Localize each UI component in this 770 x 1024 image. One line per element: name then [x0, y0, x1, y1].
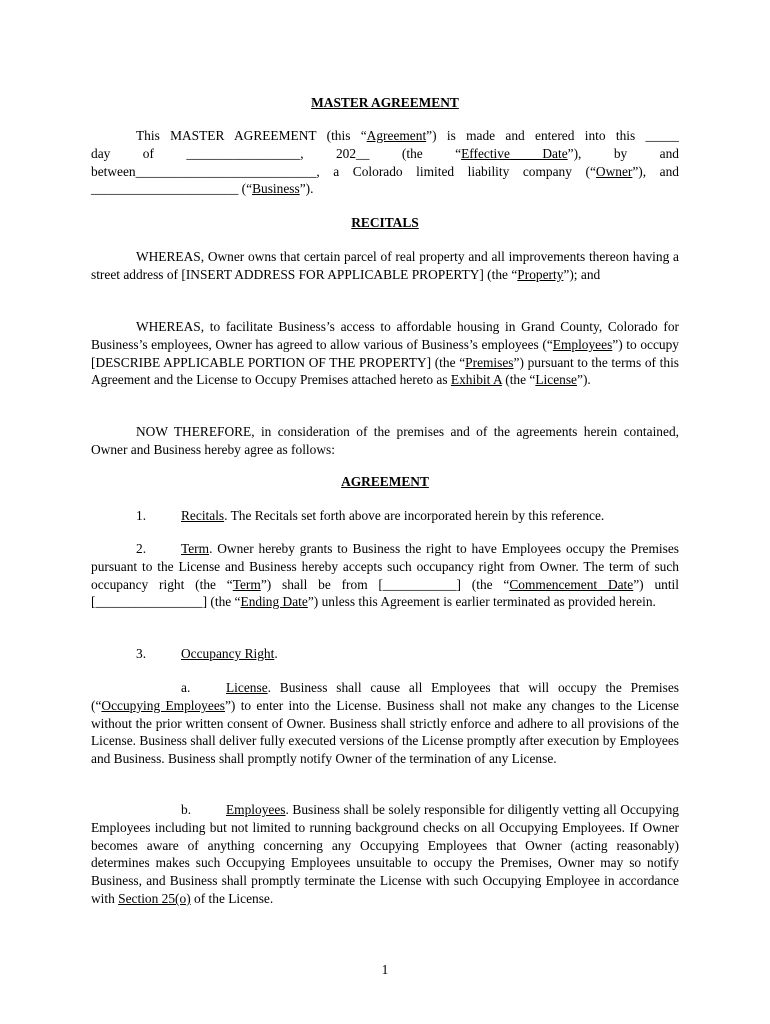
recitals-heading: RECITALS: [351, 215, 419, 230]
section-1-number: 1.: [136, 508, 147, 523]
intro-line-3: between___________________________, a Colorado limited liability company (“Owner”), and: [91, 163, 679, 179]
defined-term-employees: Employees: [552, 336, 613, 352]
section-3-number: 3.: [136, 646, 147, 661]
section-3a: a. License. Business shall cause all Employees that will occupy the Premises (“Occupying Employees”) to enter into the License. Business shall not make any changes to the License without the prior written consent of Owner. Business shall strictly enforce and adhere to all provisions of the License. Business shall deliver fully executed versions of the License promptly after execution by Employees and Business. Business shall promptly notify Owner of the termination of any License.: [91, 680, 680, 767]
section-25o-reference: Section 25(o): [118, 890, 191, 906]
section-1-heading: Recitals: [181, 508, 225, 523]
defined-term-term: Term: [232, 576, 261, 592]
defined-term-agreement: Agreement: [366, 128, 427, 143]
document-title: MASTER AGREEMENT: [311, 95, 459, 110]
defined-term-commencement-date: Commencement Date: [509, 576, 634, 592]
section-1-body: Recitals. The Recitals set forth above are incorporated herein by this reference.: [181, 508, 605, 523]
section-3b-label: b.: [181, 802, 192, 817]
defined-term-effective-date: Effective Date: [461, 145, 568, 161]
section-2-number: 2.: [136, 541, 147, 556]
defined-term-license: License: [535, 372, 577, 388]
exhibit-a-reference: Exhibit A: [450, 372, 502, 388]
defined-term-owner: Owner: [595, 163, 633, 179]
intro-paragraph: [91, 127, 679, 198]
whereas-paragraph-2: WHEREAS, to facilitate Business’s access to affordable housing in Grand County, Colorado for Business’s employees, Owner has agreed to allow various of Business’s employees (“Employees”) to occupy [DESCRIBE APPLICABLE PORTION OF THE PROPERTY] (the “Premises”) pursuant to the terms of this Agreement and the License to Occupy Premises attached hereto as Exhibit A (the “License”).: [91, 319, 679, 388]
defined-term-occupying-employees: Occupying Employees: [101, 697, 225, 713]
defined-term-premises: Premises: [465, 354, 514, 370]
section-3a-heading: License: [226, 680, 268, 695]
section-2: 2. Term. Owner hereby grants to Business the right to have Employees occupy the Premises pursuant to the License and Business hereby accepts such occupancy right from Owner. The term of such occupancy right (the “Term”) shall be from [___________] (the “Commencement Date”) until [________________] (the “Ending Date”) unless this Agreement is earlier terminated as provided herein.: [91, 541, 679, 610]
section-2-heading: Term: [181, 541, 210, 556]
section-3-heading: Occupancy Right: [181, 646, 275, 661]
section-3b: b. Employees. Business shall be solely responsible for diligently vetting all Occupying Employees including but not limited to running background checks on all Occupying Employees. If Owner becomes aware of anything concerning any Occupying Employees that Owner (acting reasonably) determines makes such Occupying Employees unsuitable to occupy the Premises, Owner may so notify Business, and Business shall promptly terminate the License with such Occupying Employee in accordance with Section 25(o) of the License.: [91, 802, 679, 906]
section-3-title: Occupancy Right.: [181, 646, 278, 661]
agreement-heading: AGREEMENT: [341, 474, 429, 489]
defined-term-business: Business: [252, 181, 300, 197]
defined-term-property: Property: [517, 266, 564, 282]
section-3b-heading: Employees: [226, 802, 286, 817]
section-3a-label: a.: [181, 680, 191, 695]
intro-line-1: This MASTER AGREEMENT (this “Agreement”) is made and entered into this _____: [136, 128, 679, 143]
defined-term-ending-date: Ending Date: [240, 594, 308, 610]
page-number: 1: [381, 962, 389, 977]
whereas-paragraph-1: WHEREAS, Owner owns that certain parcel of real property and all improvements thereon having a street address of [INSERT ADDRESS FOR APPLICABLE PROPERTY] (the “Property”); and: [91, 249, 679, 282]
now-therefore-paragraph: NOW THEREFORE, in consideration of the premises and of the agreements herein contained, Owner and Business hereby agree as follows:: [91, 424, 679, 457]
intro-line-2: day of _________________, 202__ (the “Effective Date”), by and: [91, 145, 679, 161]
intro-line-4: ______________________ (“Business”).: [91, 181, 314, 197]
